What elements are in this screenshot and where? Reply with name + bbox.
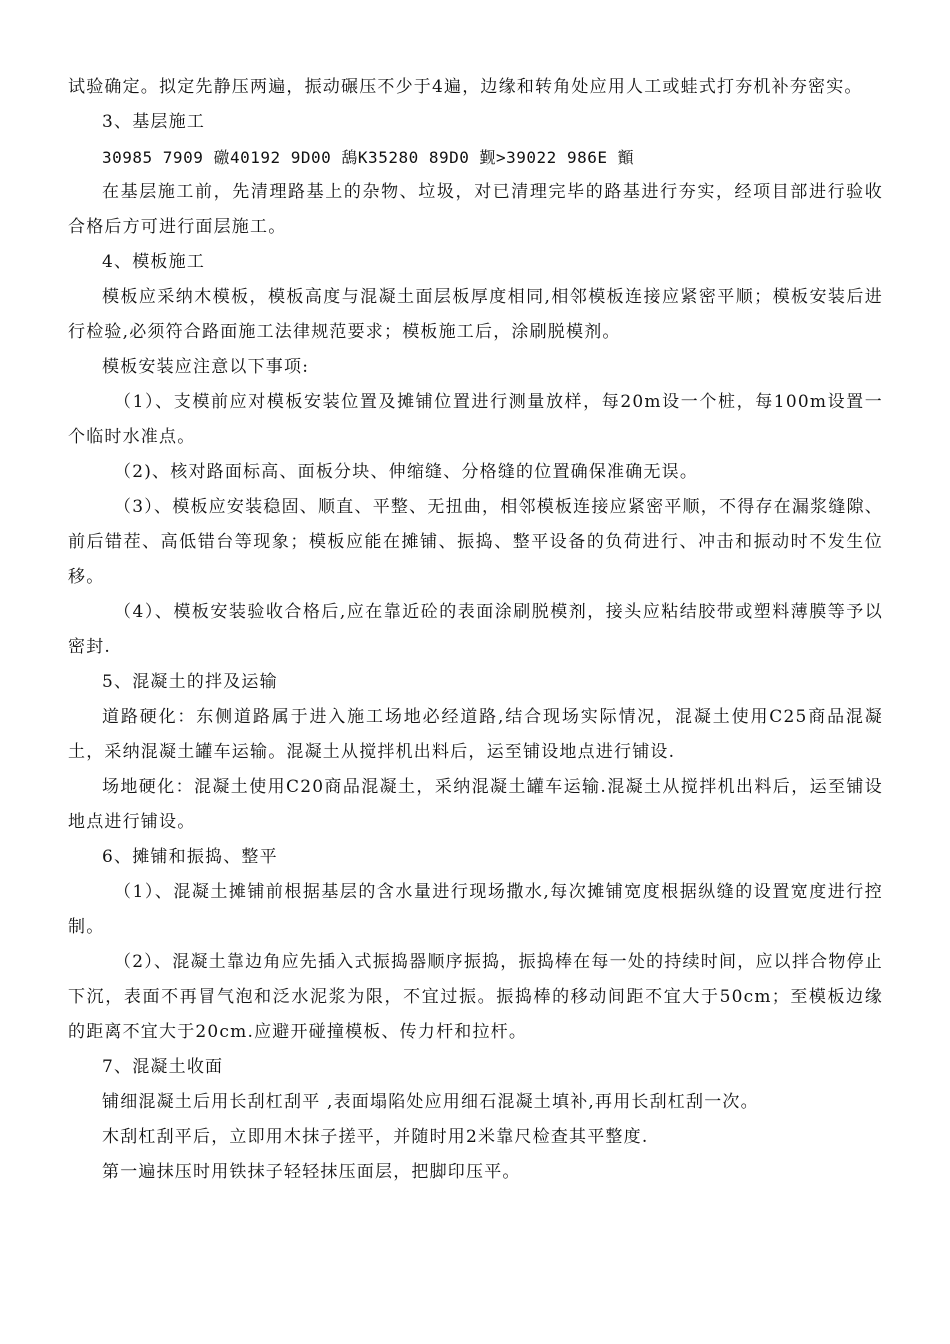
list-item-formwork-1: （1）、支模前应对模板安装位置及摊铺位置进行测量放样，每20m设一个桩，每100m设置一个临时水准点。 bbox=[68, 392, 883, 447]
paragraph-road-hardening: 道路硬化：东侧道路属于进入施工场地必经道路,结合现场实际情况，混凝土使用C25商品混凝土，采纳混凝土罐车运输。混凝土从搅拌机出料后，运至铺设地点进行铺设. bbox=[68, 707, 883, 762]
paragraph-finishing-3: 第一遍抹压时用铁抹子轻轻抹压面层，把脚印压平。 bbox=[102, 1162, 521, 1182]
paragraph-base-course: 在基层施工前，先清理路基上的杂物、垃圾，对已清理完毕的路基进行夯实，经项目部进行验收合格后方可进行面层施工。 bbox=[68, 182, 883, 237]
section-heading-base-course: 3、基层施工 bbox=[102, 112, 206, 132]
section-heading-surface-finishing: 7、混凝土收面 bbox=[102, 1057, 224, 1077]
paragraph-finishing-1: 铺细混凝土后用长刮杠刮平 ,表面塌陷处应用细石混凝土填补,再用长刮杠刮一次。 bbox=[102, 1092, 759, 1112]
list-item-paving-1: （1）、混凝土摊铺前根据基层的含水量进行现场撒水,每次摊铺宽度根据纵缝的设置宽度进行控制。 bbox=[68, 882, 883, 937]
paragraph-continued: 试验确定。拟定先静压两遍，振动碾压不少于4遍，边缘和转角处应用人工或蛙式打夯机补夯密实。 bbox=[68, 77, 863, 97]
list-item-formwork-3: （3）、模板应安装稳固、顺直、平整、无扭曲，相邻模板连接应紧密平顺，不得存在漏浆缝隙、前后错茬、高低错台等现象；模板应能在摊铺、振捣、整平设备的负荷进行、冲击和振动时不发生位移。 bbox=[68, 497, 883, 587]
list-item-paving-2: （2）、混凝土靠边角应先插入式振捣器顺序振捣，振捣棒在每一处的持续时间，应以拌合物停止下沉，表面不再冒气泡和泛水泥浆为限，不宜过振。振捣棒的移动间距不宜大于50cm；至模板边缘的距离不宜大于20cm.应避开碰撞模板、传力杆和拉杆。 bbox=[68, 952, 883, 1042]
paragraph-formwork-notes-intro: 模板安装应注意以下事项: bbox=[102, 357, 310, 377]
paragraph-finishing-2: 木刮杠刮平后，立即用木抹子搓平，并随时用2米靠尺检查其平整度. bbox=[102, 1127, 649, 1147]
list-item-formwork-2: （2)、核对路面标高、面板分块、伸缩缝、分格缝的位置确保准确无误。 bbox=[114, 462, 699, 482]
garbled-text-line: 30985 7909 礉40192 9D00 鴰K35280 89D0 觐>39022 986E 顮 bbox=[102, 148, 635, 167]
section-heading-paving-vibrating: 6、摊铺和振捣、整平 bbox=[102, 847, 278, 867]
list-item-formwork-4: （4）、模板安装验收合格后,应在靠近砼的表面涂刷脱模剂，接头应粘结胶带或塑料薄膜等予以密封. bbox=[68, 602, 883, 657]
paragraph-formwork: 模板应采纳木模板，模板高度与混凝土面层板厚度相同,相邻模板连接应紧密平顺；模板安装后进行检验,必须符合路面施工法律规范要求；模板施工后，涂刷脱模剂。 bbox=[68, 287, 883, 342]
paragraph-site-hardening: 场地硬化：混凝土使用C20商品混凝土，采纳混凝土罐车运输.混凝土从搅拌机出料后，运至铺设地点进行铺设。 bbox=[68, 777, 883, 832]
section-heading-formwork: 4、模板施工 bbox=[102, 252, 206, 272]
section-heading-concrete-transport: 5、混凝土的拌及运输 bbox=[102, 672, 278, 692]
document-page bbox=[68, 70, 883, 1190]
